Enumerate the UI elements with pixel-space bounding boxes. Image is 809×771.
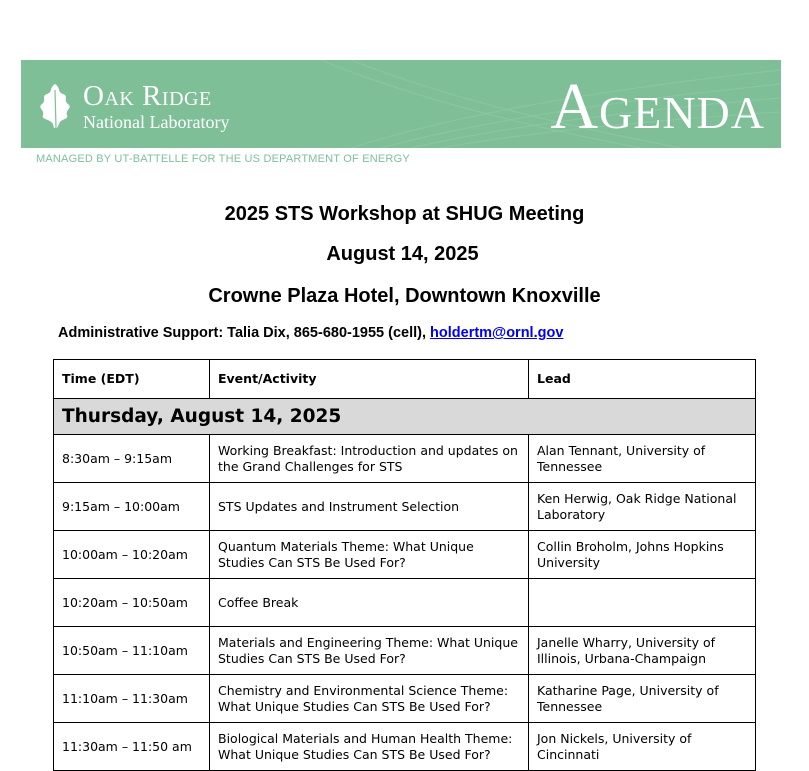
- admin-email-link[interactable]: holdertm@ornl.gov: [430, 325, 564, 341]
- table-row: [54, 579, 756, 627]
- org-subtitle: National Laboratory: [83, 112, 230, 132]
- admin-support: [58, 325, 563, 341]
- managed-by-text: MANAGED BY UT-BATTELLE FOR THE US DEPARTMENT OF ENERGY: [36, 153, 410, 165]
- table-row: [54, 531, 756, 579]
- row-lead: Ken Herwig, Oak Ridge National Laboratory: [529, 483, 756, 531]
- table-row: [54, 435, 756, 483]
- row-time: 10:20am – 10:50am: [54, 579, 210, 627]
- row-lead: Katharine Page, University of Tennessee: [529, 675, 756, 723]
- row-event: Quantum Materials Theme: What Unique Studies Can STS Be Used For?: [210, 531, 529, 579]
- event-title: 2025 STS Workshop at SHUG Meeting: [224, 203, 585, 225]
- table-row: [54, 675, 756, 723]
- event-venue: Crowne Plaza Hotel, Downtown Knoxville: [208, 285, 601, 307]
- row-event: Coffee Break: [210, 579, 529, 627]
- row-lead: Janelle Wharry, University of Illinois, Urbana-Champaign: [529, 627, 756, 675]
- row-event: Materials and Engineering Theme: What Unique Studies Can STS Be Used For?: [210, 627, 529, 675]
- agenda-heading: Agenda: [550, 70, 765, 143]
- ornl-logo: [35, 82, 229, 133]
- table-row: [54, 723, 756, 771]
- row-time: 10:50am – 11:10am: [54, 627, 210, 675]
- row-time: 10:00am – 10:20am: [54, 531, 210, 579]
- row-event: Working Breakfast: Introduction and updates on the Grand Challenges for STS: [210, 435, 529, 483]
- row-lead: [529, 579, 756, 627]
- table-header-row: [54, 360, 756, 399]
- row-time: 9:15am – 10:00am: [54, 483, 210, 531]
- org-name: Oak Ridge: [83, 80, 212, 112]
- agenda-table: [53, 359, 756, 771]
- row-time: 8:30am – 9:15am: [54, 435, 210, 483]
- row-event: Chemistry and Environmental Science Theme: What Unique Studies Can STS Be Used For?: [210, 675, 529, 723]
- row-event: STS Updates and Instrument Selection: [210, 483, 529, 531]
- row-lead: Alan Tennant, University of Tennessee: [529, 435, 756, 483]
- row-lead: Jon Nickels, University of Cincinnati: [529, 723, 756, 771]
- header-time: Time (EDT): [54, 360, 210, 399]
- oak-leaf-icon: [35, 82, 75, 130]
- header-lead: Lead: [529, 360, 756, 399]
- table-row: [54, 483, 756, 531]
- row-event: Biological Materials and Human Health Theme: What Unique Studies Can STS Be Used For?: [210, 723, 529, 771]
- event-date: August 14, 2025: [326, 243, 479, 265]
- header-banner: [21, 60, 781, 148]
- row-time: 11:30am – 11:50 am: [54, 723, 210, 771]
- admin-support-label: Administrative Support: Talia Dix, 865-680-1955 (cell),: [58, 325, 426, 341]
- day-row: [54, 399, 756, 435]
- header-event: Event/Activity: [210, 360, 529, 399]
- table-row: [54, 627, 756, 675]
- row-time: 11:10am – 11:30am: [54, 675, 210, 723]
- day-label: Thursday, August 14, 2025: [54, 399, 756, 435]
- row-lead: Collin Broholm, Johns Hopkins University: [529, 531, 756, 579]
